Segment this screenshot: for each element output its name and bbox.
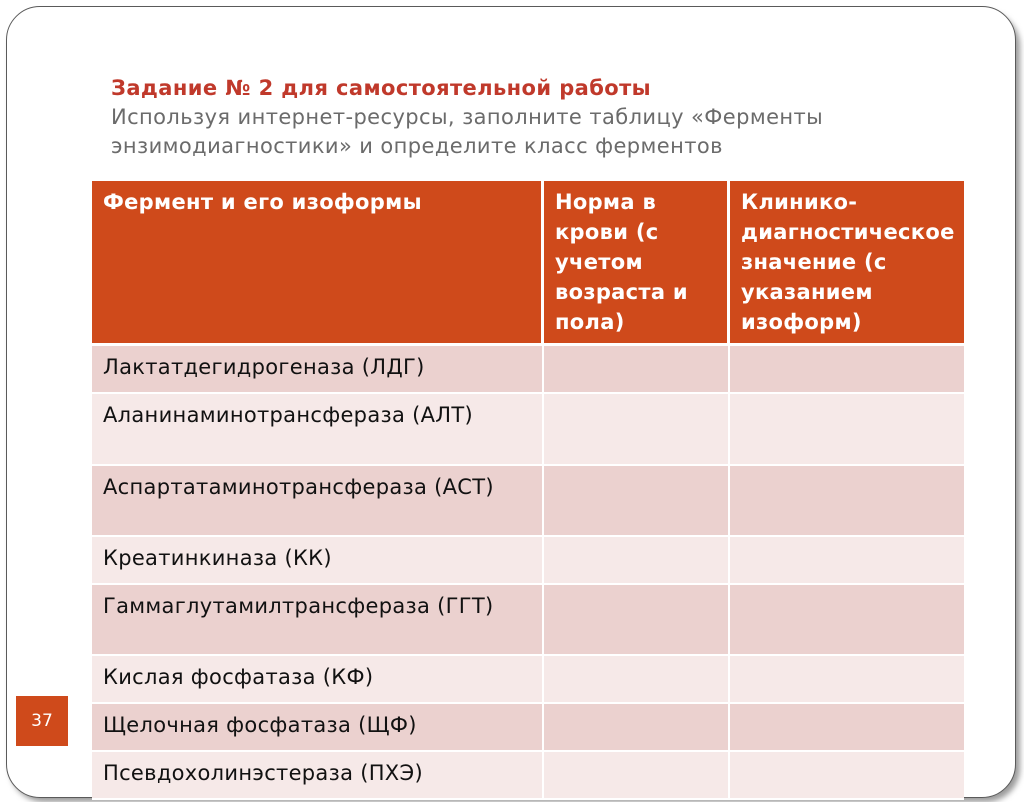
enzyme-cell: Гаммаглутамилтрансфераза (ГГТ) [92,585,544,656]
enzyme-cell: Креатинкиназа (КК) [92,537,544,585]
enzyme-cell: Лактатдегидрогеназа (ЛДГ) [92,346,544,394]
table-row [92,752,964,800]
table-header-row [92,181,964,346]
norm-cell [544,752,730,800]
enzyme-cell: Аланинаминотрансфераза (АЛТ) [92,394,544,466]
norm-cell [544,537,730,585]
clinical-value-cell [730,466,964,537]
enzyme-cell: Кислая фосфатаза (КФ) [92,656,544,704]
clinical-value-cell [730,752,964,800]
slide-title: Задание № 2 для самостоятельной работы [111,76,652,100]
norm-cell [544,466,730,537]
table-row [92,704,964,752]
norm-cell [544,585,730,656]
enzymes-table [92,181,964,800]
table-row [92,537,964,585]
table-row [92,585,964,656]
header-clinical-value: Клинико-диагностическое значение (с указанием изоформ) [730,181,964,346]
table-row [92,466,964,537]
norm-cell [544,704,730,752]
clinical-value-cell [730,346,964,394]
header-enzyme: Фермент и его изоформы [92,181,544,346]
table-row [92,394,964,466]
slide-heading [111,74,991,161]
header-norm: Норма в крови (с учетом возраста и пола) [544,181,730,346]
enzyme-cell: Аспартатаминотрансфераза (АСТ) [92,466,544,537]
clinical-value-cell [730,537,964,585]
table-row [92,656,964,704]
table-row [92,346,964,394]
page-number-badge: 37 [16,696,68,746]
enzyme-cell: Псевдохолинэстераза (ПХЭ) [92,752,544,800]
norm-cell [544,346,730,394]
norm-cell [544,656,730,704]
enzyme-cell: Щелочная фосфатаза (ЩФ) [92,704,544,752]
clinical-value-cell [730,656,964,704]
slide-subtitle: Используя интернет-ресурсы, заполните таблицу «Ферменты энзимодиагностики» и определите класс ферментов [111,105,824,158]
clinical-value-cell [730,394,964,466]
clinical-value-cell [730,585,964,656]
norm-cell [544,394,730,466]
clinical-value-cell [730,704,964,752]
